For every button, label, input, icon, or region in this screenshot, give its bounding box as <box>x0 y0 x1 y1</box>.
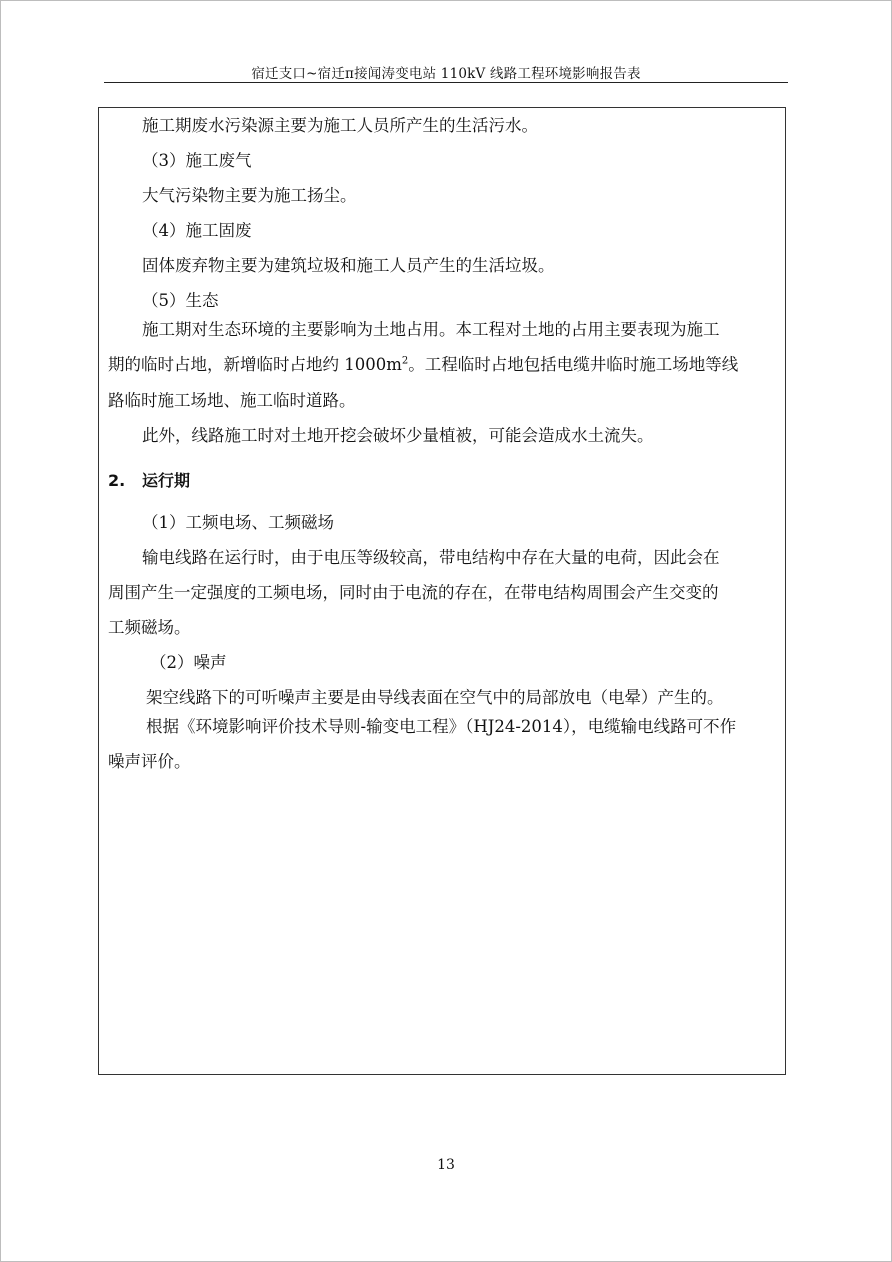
section-2-heading <box>108 473 190 489</box>
noise-line-2: 根据《环境影响评价技术导则-输变电工程》（HJ24-2014），电缆输电线路可不作 <box>146 717 737 736</box>
operation-item-2-title: （2）噪声 <box>150 653 227 672</box>
section-2-number: 2. <box>108 471 126 490</box>
ecology-line-2-part-a: 期的临时占地，新增临时占地约 1000m <box>108 355 402 374</box>
page-number: 13 <box>437 1157 455 1173</box>
item-4-text: 固体废弃物主要为建筑垃圾和施工人员产生的生活垃圾。 <box>142 256 555 275</box>
ecology-line-4: 此外，线路施工时对土地开挖会破坏少量植被，可能会造成水土流失。 <box>142 426 654 445</box>
item-5-title: （5）生态 <box>142 291 219 310</box>
ecology-line-2-superscript: 2 <box>401 355 409 367</box>
item-3-text: 大气污染物主要为施工扬尘。 <box>142 186 357 205</box>
noise-line-1: 架空线路下的可听噪声主要是由导线表面在空气中的局部放电（电晕）产生的。 <box>146 688 724 707</box>
noise-line-3: 噪声评价。 <box>108 752 191 771</box>
header-rule <box>104 82 788 83</box>
ecology-line-2-part-b: 。工程临时占地包括电缆井临时施工场地等线 <box>408 355 739 374</box>
operation-line-1: 输电线路在运行时，由于电压等级较高，带电结构中存在大量的电荷，因此会在 <box>142 548 720 567</box>
item-4-title: （4）施工固废 <box>142 221 252 240</box>
operation-line-2: 周围产生一定强度的工频电场，同时由于电流的存在，在带电结构周围会产生交变的 <box>108 583 719 602</box>
ecology-line-2 <box>108 357 738 374</box>
section-2-title: 运行期 <box>141 471 190 490</box>
ecology-line-3: 路临时施工场地、施工临时道路。 <box>108 391 356 410</box>
operation-item-1-title: （1）工频电场、工频磁场 <box>142 513 334 532</box>
item-3-title: （3）施工废气 <box>142 151 252 170</box>
operation-line-3: 工频磁场。 <box>108 618 191 637</box>
page-header: 宿迁支口~宿迁π接闻涛变电站 110kV 线路工程环境影响报告表 <box>251 66 641 82</box>
ecology-line-1: 施工期对生态环境的主要影响为土地占用。本工程对土地的占用主要表现为施工 <box>142 320 720 339</box>
paragraph-construction-water: 施工期废水污染源主要为施工人员所产生的生活污水。 <box>142 116 538 135</box>
